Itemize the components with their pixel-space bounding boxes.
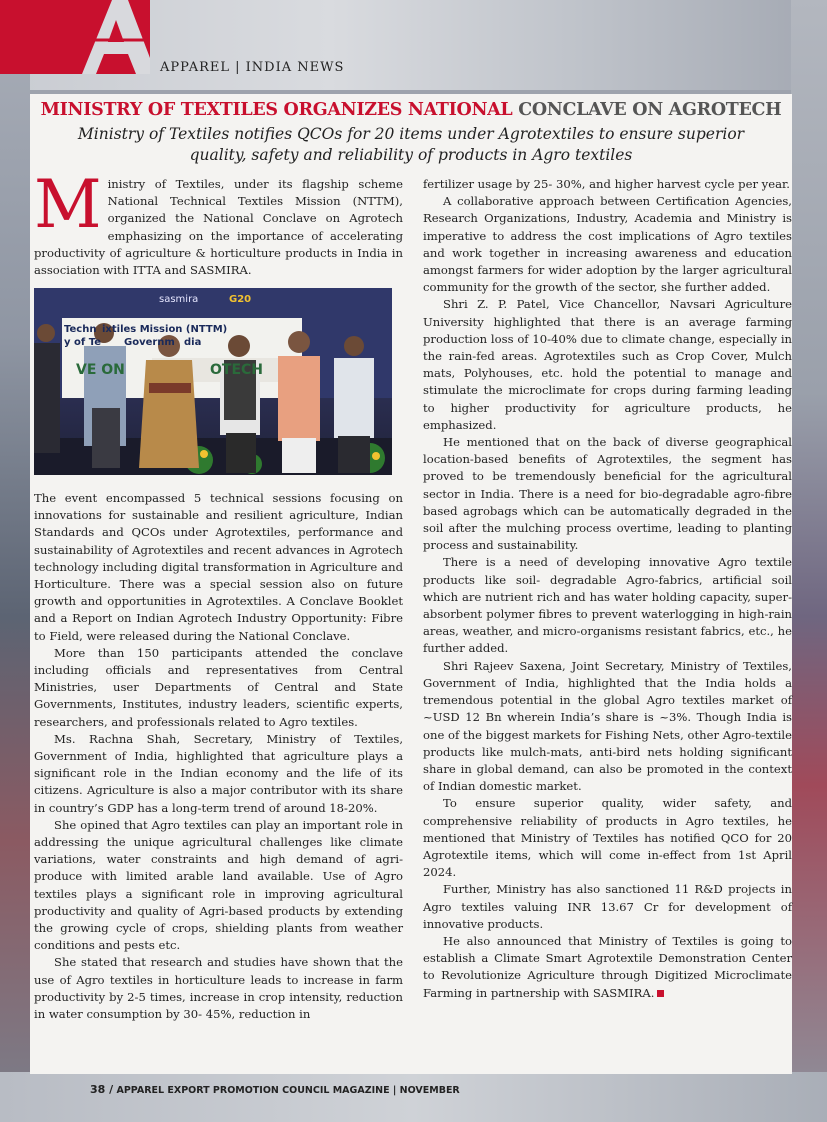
footer-publication: APPAREL EXPORT PROMOTION COUNCIL MAGAZINE | NOVEMBER	[116, 1085, 460, 1096]
background-texture-left	[0, 0, 30, 1122]
left-paragraph-2: More than 150 participants attended the conclave including officials and representatives from Central Ministries, user Departments of Central and State Governments, Institutes, industry leaders, scientific experts, researchers, and professionals related to Agro textiles.	[34, 645, 403, 729]
right-paragraph-3: Shri Z. P. Patel, Vice Chancellor, Navsari Agriculture University highlighted that there is an average farming production loss of 10-40% due to climate change, especially in the rain-fed areas. Agrotextiles such as Crop Cover, Mulch mats, Polyhouses, etc. hold the potential to manage and stimulate the microclimate for crops during farming leading to higher productivity for agriculture products, he emphasized.	[423, 297, 792, 432]
photo-banner-line-5: dia	[184, 337, 202, 348]
right-paragraph-9	[423, 933, 792, 1002]
photo-banner-line-4: Governm	[124, 337, 175, 348]
drop-cap: M	[34, 166, 102, 243]
left-paragraph-1: The event encompassed 5 technical sessions focusing on innovations for sustainable and resilient agriculture, Indian Standards and QCOs under Agrotextiles, performance and sustainability of Agrotextiles and recent advances in Agrotech technology including digital transformation in Agriculture and Horticulture. There was a special session also on future growth and opportunities in Agrotextiles. A Conclave Booklet and a Report on Indian Agrotech Industry Opportunity: Fibre to Field, were released during the National Conclave.	[34, 491, 403, 643]
background-texture-right	[791, 0, 827, 1122]
section-label: APPAREL | INDIA NEWS	[160, 60, 345, 75]
headline-red: MINISTRY OF TEXTILES ORGANIZES NATIONAL	[40, 100, 513, 120]
left-column	[34, 490, 403, 1023]
conclave-photo	[34, 288, 392, 475]
page-number: 38 /	[90, 1083, 114, 1096]
photo-agrotech-text: OTECH	[210, 362, 264, 378]
end-of-article-icon	[657, 990, 664, 997]
photo-banner-line-2: ixtiles Mission (NTTM)	[102, 324, 228, 335]
photo-sasmira-logo: sasmira	[159, 294, 199, 305]
photo-banner-line-3: y of Te	[64, 337, 101, 348]
right-paragraph-6: Shri Rajeev Saxena, Joint Secretary, Ministry of Textiles, Government of India, highlighted that the India holds a tremendous potential in the global Agro textiles market of ~USD 12 Bn wherein India’s share is ~3%. Though India is one of the biggest markets for Fishing Nets, other Agro-textile products like mulch-mats, anti-bird nets holding significant share in global demand, can also be promoted in the context of Indian domestic market.	[423, 658, 792, 794]
right-paragraph-4: He mentioned that on the back of diverse geographical location-based benefits of Agrotextiles, the segment has proved to be tremendously beneficial for the agricultural sector in India. There is a need for bio-degradable agro-fibre based agrobags which can be automatically degraded in the soil after the mulching process overtime, leading to planting process and sustainability.	[423, 435, 792, 553]
right-paragraph-2: A collaborative approach between Certification Agencies, Research Organizations, Industry, Academia and Ministry is imperative to address the cost implications of Agro textiles and work together in increasing awareness and education amongst farmers for wider adoption by the larger agricultural community for the growth of the sector, she further added.	[423, 194, 792, 295]
background-texture-bottom	[0, 1072, 827, 1122]
magazine-logo	[0, 0, 150, 74]
headline	[30, 100, 792, 120]
intro-text: inistry of Textiles, under its flagship scheme National Technical Textiles Mission (NTTM), organized the National Conclave on Agrotech emphasizing on the importance of accelerating productivity of agriculture & horticulture products in India in association with ITTA and SASMIRA.	[34, 177, 403, 278]
photo-g20-logo: G20	[229, 294, 252, 305]
conclave-photo-scene	[34, 288, 392, 475]
subheadline: Ministry of Textiles notifies QCOs for 20 items under Agrotextiles to ensure superior quality, safety and reliability of products in Agro textiles	[77, 125, 745, 164]
article-panel	[30, 94, 792, 1074]
left-paragraph-3: Ms. Rachna Shah, Secretary, Ministry of Textiles, Government of India, highlighted that agriculture plays a significant role in the Indian economy and the life of its citizens. Agriculture is also a major contributor with its share in country’s GDP has a long-term trend of around 18-20%.	[34, 731, 403, 815]
person-1	[34, 324, 60, 453]
right-paragraph-5: There is a need of developing innovative Agro textile products like soil- degradable Agro-fabrics, artificial soil which are nutrient rich and has water holding capacity, super- absorbent polymer fibres to prevent waterlogging in high-rain areas, weather, and micro-organisms resistant fabrics, etc., he further added.	[423, 555, 792, 656]
right-paragraph-7: To ensure superior quality, wider safety, and comprehensive reliability of products in Agro textiles, he mentioned that Ministry of Textiles has notified QCO for 20 Agrotextile items, which will come in-effect from 1st April 2024.	[423, 796, 792, 880]
headline-gray: CONCLAVE ON AGROTECH	[518, 100, 782, 120]
right-paragraph-8: Further, Ministry has also sanctioned 11 R&D projects in Agro textiles valuing INR 13.67 Cr for development of innovative products.	[423, 882, 792, 931]
photo-conclave-text: VE ON	[76, 362, 125, 378]
right-paragraph-9-text: He also announced that Ministry of Textiles is going to establish a Climate Smart Agrotextile Demonstration Center to Revolutionize Agriculture through Digitized Microclimate Farming in partnership with SASMIRA.	[423, 933, 792, 1000]
right-column	[423, 176, 792, 1002]
intro-paragraph	[34, 166, 403, 279]
right-paragraph-1: fertilizer usage by 25- 30%, and higher harvest cycle per year.	[423, 177, 790, 191]
photo-banner-line-1: Techn	[64, 324, 97, 335]
left-paragraph-4: She opined that Agro textiles can play an important role in addressing the unique agricultural challenges like climate variations, water constraints and high demand of agri-produce with limited arable land available. Use of Agro textiles plays a significant role in improving agricultural productivity and quality of Agri-based products by extending the growing cycle of crops, shielding plants from weather conditions and pests etc.	[34, 817, 403, 953]
left-paragraph-5: She stated that research and studies have shown that the use of Agro textiles in horticulture leads to increase in farm productivity by 2-5 times, increase in crop intensity, reduction in water consumption by 30- 45%, reduction in	[34, 955, 403, 1022]
page-footer	[90, 1083, 460, 1096]
